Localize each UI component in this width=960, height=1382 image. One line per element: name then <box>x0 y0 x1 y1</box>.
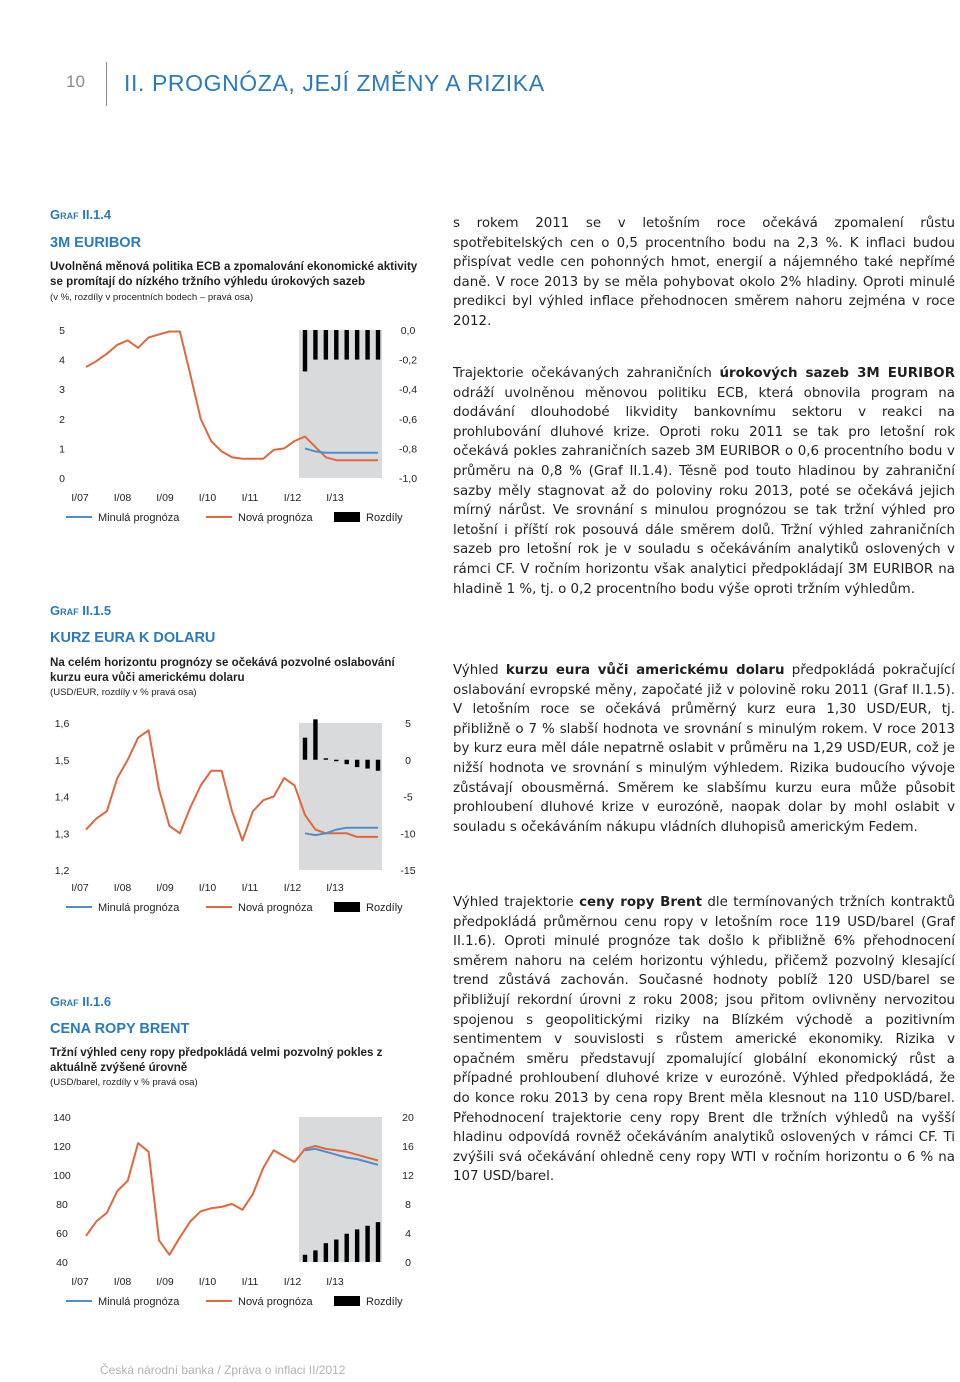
legend-old-label: Minulá prognóza <box>98 1296 180 1308</box>
chart-units-3: (USD/barel, rozdíly v % pravá osa) <box>50 1077 198 1088</box>
y-right-tick-label: -10 <box>400 828 416 841</box>
x-tick-label: I/10 <box>198 1276 217 1288</box>
y-right-tick-label: 20 <box>402 1112 414 1124</box>
x-tick-label: I/08 <box>113 1276 132 1288</box>
y-left-tick-label: 5 <box>59 325 65 337</box>
difference-bar <box>355 760 359 767</box>
bold-run: úrokových sazeb 3M EURIBOR <box>719 366 955 381</box>
graph-label-1: Graf II.1.4 <box>50 207 112 222</box>
x-tick-label: I/11 <box>241 492 259 504</box>
legend-new-label: Nová prognóza <box>238 1296 313 1308</box>
y-left-tick-label: 4 <box>59 354 65 367</box>
x-tick-label: I/10 <box>198 492 217 504</box>
y-right-tick-label: 12 <box>402 1170 414 1182</box>
difference-bar <box>355 330 359 360</box>
x-tick-label: I/11 <box>241 882 259 894</box>
y-right-tick-label: 16 <box>402 1141 414 1153</box>
x-tick-label: I/07 <box>71 492 89 504</box>
x-tick-label: I/11 <box>241 1276 259 1288</box>
difference-bar <box>334 760 338 761</box>
chart-eur-usd <box>0 700 440 930</box>
x-tick-label: I/12 <box>283 1276 302 1288</box>
difference-bar <box>365 330 369 360</box>
bold-run: ceny ropy Brent <box>579 895 702 910</box>
y-right-tick-label: 0,0 <box>400 325 416 337</box>
forecast-shading <box>299 723 382 870</box>
chart-units-2: (USD/EUR, rozdíly v % pravá osa) <box>50 687 197 698</box>
x-tick-label: I/12 <box>283 882 302 894</box>
body-paragraph-2 <box>453 364 955 599</box>
legend-old-label: Minulá prognóza <box>98 902 180 914</box>
x-tick-label: I/13 <box>326 492 344 504</box>
difference-bar <box>345 760 349 764</box>
graph-label-3: Graf II.1.6 <box>50 994 112 1009</box>
y-left-tick-label: 80 <box>56 1199 68 1211</box>
x-tick-label: I/09 <box>156 1276 174 1288</box>
difference-bar <box>365 1226 369 1262</box>
difference-bar <box>365 760 369 769</box>
text-run: s rokem 2011 se v letošním roce očekává zpomalení růstu spotřebitelských cen o 0,5 procentního bodu na 2,3 %. K inflaci budou přispívat vedle cen pohonných hmot, energií a nájemného také nepřímé daně. V roce 2013 by se měla pohybovat okolo 2% hladiny. Oproti minulé predikci byl výhled inflace přehodnocen směrem nahoru zejména v roce 2012. <box>453 216 955 329</box>
y-left-tick-label: 1,5 <box>54 754 70 767</box>
difference-bar <box>345 330 349 360</box>
y-right-tick-label: -15 <box>400 865 416 877</box>
difference-bar <box>355 1229 359 1262</box>
y-left-tick-label: 1,4 <box>54 791 70 804</box>
difference-bar <box>334 1240 338 1262</box>
x-tick-label: I/09 <box>156 882 174 894</box>
y-left-tick-label: 0 <box>59 473 65 485</box>
page-footer: Česká národní banka / Zpráva o inflaci II/2012 <box>100 1363 346 1377</box>
y-right-tick-label: -0,2 <box>398 354 418 367</box>
y-right-tick-label: 0 <box>405 1257 411 1269</box>
x-tick-label: I/09 <box>156 492 174 504</box>
y-left-tick-label: 40 <box>56 1257 68 1269</box>
y-right-tick-label: -0,4 <box>398 384 418 397</box>
y-left-tick-label: 1,6 <box>54 718 70 730</box>
chart-subtitle-1: Uvolněná měnová politika ECB a zpomalování ekonomické aktivity se promítají do nízkého tržního výhledu úrokových sazeb <box>50 260 418 288</box>
x-tick-label: I/07 <box>71 1276 89 1288</box>
chart-title-1: 3M EURIBOR <box>50 235 142 251</box>
y-left-tick-label: 120 <box>53 1141 71 1153</box>
y-left-tick-label: 140 <box>53 1112 71 1124</box>
difference-bar <box>303 738 307 760</box>
x-tick-label: I/08 <box>113 882 132 894</box>
y-left-tick-label: 1,2 <box>54 865 70 877</box>
y-right-tick-label: -0,6 <box>398 413 418 426</box>
body-paragraph-4 <box>453 893 955 1187</box>
text-run: předpokládá pokračující oslabování evropské měny, započaté již v polovině roku 2011 (Graf II.1.5). V letošním roce se očekává průměrný kurz eura 1,30 USD/EUR, tj. přibližně o 7 % slabší hodnota ve srovnání s minulým rokem. V roce 2013 by kurz eura měl dále nepatrně oslabit v průměru na 1,29 USD/EUR, což je nižší hodnota ve srovnání s minulým výhledem. Rizika budoucího vývoje zůstávají obousměrná. Směrem ke slabšímu kurzu eura může působit prohloubení dluhové krize v eurozóně, naopak dolar by mohl oslabit v souladu s očekáváním nákupu vládních dluhopisů americkým Fedem. <box>453 663 955 835</box>
y-left-tick-label: 100 <box>53 1170 71 1182</box>
legend-old-label: Minulá prognóza <box>98 512 180 524</box>
y-right-tick-label: 5 <box>405 718 411 730</box>
x-tick-label: I/13 <box>326 1276 344 1288</box>
graph-label-2: Graf II.1.5 <box>50 603 112 618</box>
difference-bar <box>324 758 328 759</box>
difference-bar <box>303 330 307 371</box>
y-right-tick-label: -0,8 <box>398 443 418 456</box>
difference-bar <box>345 1234 349 1262</box>
chart-brent <box>0 1095 440 1325</box>
chapter-title: II. PROGNÓZA, JEJÍ ZMĚNY A RIZIKA <box>124 70 545 96</box>
page-number: 10 <box>66 72 85 91</box>
y-left-tick-label: 1,3 <box>54 828 70 841</box>
y-right-tick-label: 8 <box>405 1199 411 1211</box>
difference-bar <box>376 760 380 771</box>
x-tick-label: I/07 <box>71 882 89 894</box>
text-run: Výhled trajektorie <box>453 895 580 910</box>
chart-subtitle-3: Tržní výhled ceny ropy předpokládá velmi pozvolný pokles z aktuálně zvýšené úrovně <box>50 1046 383 1074</box>
y-left-tick-label: 1 <box>59 443 65 456</box>
x-tick-label: I/08 <box>113 492 132 504</box>
y-left-tick-label: 3 <box>59 384 65 397</box>
text-run: odráží uvolněnou měnovou politiku ECB, která obnovila program na dodávání dlouhodobé likvidity bankovnímu sektoru v reakci na prohlubování dluhové krize. Oproti roku 2011 se tak pro letošní rok očekává pokles zahraničních sazeb 3M EURIBOR o 0,6 procentního bodu v průměru na 0,8 % (Graf II.1.4). Těsně pod touto hladinou by zahraniční sazby měly stagnovat až do poloviny roku 2013, poté se očekává jejich mírný nárůst. Ve srovnání s minulou prognózou se tak tržní výhled pro letošní i příští rok posouvá dále směrem dolů. Tržní výhled zahraničních sazeb pro letošní rok je v souladu s očekáváním analytiků oslovených v rámci CF. V ročním horizontu však analytici předpokládají 3M EURIBOR na hladině 1 %, tj. o 0,2 procentního bodu výše oproti tržním výhledům. <box>453 385 955 597</box>
chart-title-3: CENA ROPY BRENT <box>50 1021 190 1037</box>
text-run: Výhled <box>453 663 506 678</box>
difference-bar <box>376 330 380 360</box>
chart-3m-euribor <box>0 300 440 540</box>
header-divider <box>106 62 107 106</box>
difference-bar <box>324 330 328 360</box>
body-paragraph-3 <box>453 661 955 837</box>
legend-new-label: Nová prognóza <box>238 902 313 914</box>
chart-subtitle-2: Na celém horizontu prognózy se očekává pozvolné oslabování kurzu eura vůči americkému dolaru <box>50 656 395 684</box>
difference-bar <box>376 1222 380 1262</box>
difference-bar <box>313 719 317 759</box>
legend-diff-swatch <box>334 1296 360 1306</box>
chart-title-2: KURZ EURA K DOLARU <box>50 630 216 646</box>
y-left-tick-label: 60 <box>56 1228 68 1240</box>
bold-run: kurzu eura vůči americkému dolaru <box>505 663 785 678</box>
legend-diff-label: Rozdíly <box>366 1296 403 1308</box>
legend-diff-swatch <box>334 512 360 522</box>
difference-bar <box>334 330 338 360</box>
y-right-tick-label: -1,0 <box>398 473 418 485</box>
chart-units-1: (v %, rozdíly v procentních bodech – pravá osa) <box>50 292 254 303</box>
legend-diff-label: Rozdíly <box>366 512 403 524</box>
y-left-tick-label: 2 <box>59 413 65 426</box>
difference-bar <box>313 330 317 360</box>
x-tick-label: I/13 <box>326 882 344 894</box>
difference-bar <box>303 1255 307 1262</box>
x-tick-label: I/10 <box>198 882 217 894</box>
y-right-tick-label: 0 <box>405 754 411 767</box>
x-tick-label: I/12 <box>283 492 302 504</box>
legend-new-label: Nová prognóza <box>238 512 313 524</box>
y-right-tick-label: -5 <box>403 791 413 804</box>
difference-bar <box>324 1243 328 1262</box>
text-run: dle termínovaných tržních kontraktů předpokládá průměrnou cenu ropy v letošním roce 119 USD/barel (Graf II.1.6). Oproti minulé prognóze tak došlo k přibližně 6% přehodnocení směrem nahoru na celém horizontu výhledu, přičemž pozvolný klesající trend zůstává zachován. Současné hodnoty poblíž 120 USD/barel se přibližují rekordní úrovni z roku 2008; jsou přitom ovlivněny nervozitou spojenou s geopolitickými riziky na Blízkém východě a pozitivním sentimentem v souvislosti s růstem americké ekonomiky. Rizika v opačném směru představují zpomalující globální ekonomický růst a případné prohloubení dluhové krize v eurozóně. Výhled předpokládá, že do konce roku 2013 by cena ropy Brent měla klesnout na 110 USD/barel. Přehodnocení trajektorie ceny ropy Brent dle tržních výhledů na vyšší hladinu odpovídá rovněž očekáváním analytiků oslovených v rámci CF. Ti zvýšili svá očekávání ohledně ceny ropy WTI v ročním horizontu o 6 % na 107 USD/barel. <box>453 895 955 1185</box>
body-paragraph-1 <box>453 214 955 332</box>
legend-diff-swatch <box>334 902 360 912</box>
difference-bar <box>313 1250 317 1262</box>
text-run: Trajektorie očekávaných zahraničních <box>453 366 720 381</box>
legend-diff-label: Rozdíly <box>366 902 403 914</box>
y-right-tick-label: 4 <box>405 1228 411 1240</box>
